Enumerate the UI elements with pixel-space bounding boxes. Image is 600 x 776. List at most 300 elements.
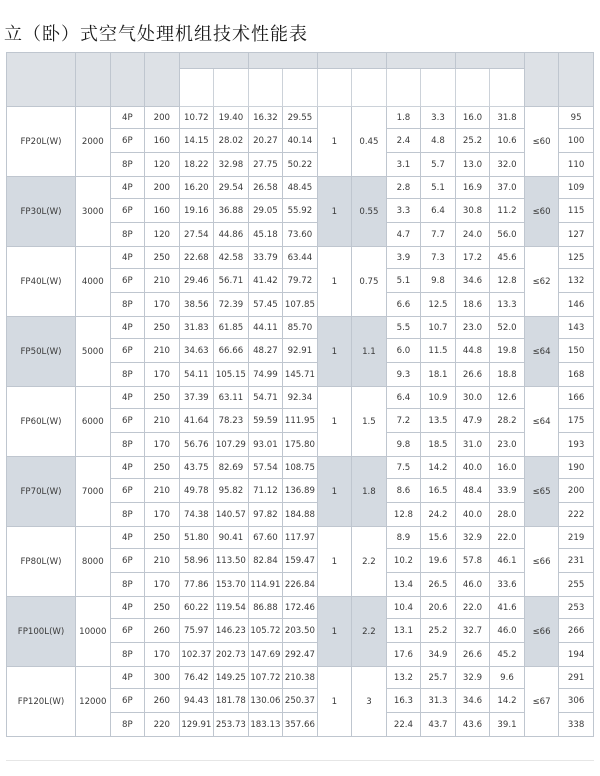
group-value-cell: 3 [352, 667, 387, 737]
page-title: 立（卧）式空气处理机组技术性能表 [4, 24, 308, 45]
value-cell: 36.88 [214, 199, 249, 223]
value-cell: 14.2 [421, 457, 456, 479]
value-cell: 54.11 [179, 363, 214, 387]
header-cell [490, 69, 525, 107]
value-cell: 292.47 [283, 643, 318, 667]
value-cell: 253 [559, 597, 594, 619]
value-cell: 71.12 [248, 479, 283, 503]
value-cell: 170 [145, 573, 180, 597]
value-cell: 82.84 [248, 549, 283, 573]
value-cell: 170 [145, 363, 180, 387]
value-cell: 105.72 [248, 619, 283, 643]
value-cell: 4.7 [386, 223, 421, 247]
value-cell: 210 [145, 269, 180, 293]
value-cell: 38.56 [179, 293, 214, 317]
value-cell: 6.0 [386, 339, 421, 363]
value-cell: 20.6 [421, 597, 456, 619]
value-cell: 31.8 [490, 107, 525, 129]
airflow-cell: 3000 [76, 177, 111, 247]
poles-cell: 8P [110, 573, 145, 597]
group-value-cell: 1 [317, 457, 352, 527]
value-cell: 130.06 [248, 689, 283, 713]
value-cell: 175.80 [283, 433, 318, 457]
value-cell: 146 [559, 293, 594, 317]
value-cell: 46.0 [455, 573, 490, 597]
value-cell: 27.75 [248, 153, 283, 177]
value-cell: 107.29 [214, 433, 249, 457]
value-cell: 25.7 [421, 667, 456, 689]
group-value-cell: 0.45 [352, 107, 387, 177]
poles-cell: 4P [110, 667, 145, 689]
value-cell: 16.9 [455, 177, 490, 199]
model-cell: FP20L(W) [7, 107, 76, 177]
header-cell [248, 69, 283, 107]
value-cell: 18.8 [490, 363, 525, 387]
value-cell: 94.43 [179, 689, 214, 713]
value-cell: 34.6 [455, 269, 490, 293]
value-cell: 57.45 [248, 293, 283, 317]
value-cell: 54.71 [248, 387, 283, 409]
value-cell: 111.95 [283, 409, 318, 433]
value-cell: 57.8 [455, 549, 490, 573]
value-cell: 40.0 [455, 457, 490, 479]
value-cell: 170 [145, 433, 180, 457]
value-cell: 183.13 [248, 713, 283, 737]
value-cell: 22.0 [455, 597, 490, 619]
value-cell: 19.6 [421, 549, 456, 573]
table-row [7, 177, 594, 199]
poles-cell: 4P [110, 457, 145, 479]
value-cell: 145.71 [283, 363, 318, 387]
value-cell: 357.66 [283, 713, 318, 737]
value-cell: 13.4 [386, 573, 421, 597]
poles-cell: 6P [110, 549, 145, 573]
value-cell: 113.50 [214, 549, 249, 573]
value-cell: 32.0 [490, 153, 525, 177]
header-cell [214, 69, 249, 107]
value-cell: 250 [145, 387, 180, 409]
value-cell: 34.6 [455, 689, 490, 713]
airflow-cell: 4000 [76, 247, 111, 317]
value-cell: 28.02 [214, 129, 249, 153]
value-cell: 51.80 [179, 527, 214, 549]
model-cell: FP30L(W) [7, 177, 76, 247]
value-cell: 97.82 [248, 503, 283, 527]
value-cell: 95.82 [214, 479, 249, 503]
value-cell: 26.6 [455, 643, 490, 667]
table-row [7, 597, 594, 619]
value-cell: 76.42 [179, 667, 214, 689]
value-cell: 170 [145, 293, 180, 317]
value-cell: 3.1 [386, 153, 421, 177]
value-cell: 56.76 [179, 433, 214, 457]
value-cell: 23.0 [490, 433, 525, 457]
value-cell: 41.64 [179, 409, 214, 433]
noise-cell: ≤62 [524, 247, 559, 317]
airflow-cell: 7000 [76, 457, 111, 527]
value-cell: 4.8 [421, 129, 456, 153]
value-cell: 26.58 [248, 177, 283, 199]
value-cell: 143 [559, 317, 594, 339]
value-cell: 30.0 [455, 387, 490, 409]
value-cell: 85.70 [283, 317, 318, 339]
header-cell [179, 53, 248, 69]
value-cell: 26.6 [455, 363, 490, 387]
value-cell: 250.37 [283, 689, 318, 713]
model-cell: FP40L(W) [7, 247, 76, 317]
value-cell: 231 [559, 549, 594, 573]
value-cell: 22.0 [490, 527, 525, 549]
value-cell: 220 [145, 713, 180, 737]
poles-cell: 8P [110, 153, 145, 177]
value-cell: 29.46 [179, 269, 214, 293]
poles-cell: 4P [110, 317, 145, 339]
poles-cell: 8P [110, 713, 145, 737]
noise-cell: ≤64 [524, 387, 559, 457]
value-cell: 93.01 [248, 433, 283, 457]
header-cell [317, 53, 386, 69]
value-cell: 9.3 [386, 363, 421, 387]
group-value-cell: 1 [317, 387, 352, 457]
value-cell: 18.5 [421, 433, 456, 457]
value-cell: 10.7 [421, 317, 456, 339]
value-cell: 66.66 [214, 339, 249, 363]
value-cell: 37.39 [179, 387, 214, 409]
poles-cell: 6P [110, 339, 145, 363]
poles-cell: 6P [110, 689, 145, 713]
value-cell: 45.18 [248, 223, 283, 247]
value-cell: 127 [559, 223, 594, 247]
table-row [7, 317, 594, 339]
value-cell: 184.88 [283, 503, 318, 527]
poles-cell: 6P [110, 479, 145, 503]
value-cell: 6.4 [386, 387, 421, 409]
value-cell: 108.75 [283, 457, 318, 479]
value-cell: 45.6 [490, 247, 525, 269]
value-cell: 7.3 [421, 247, 456, 269]
value-cell: 37.0 [490, 177, 525, 199]
value-cell: 2.8 [386, 177, 421, 199]
header-cell [76, 53, 111, 107]
value-cell: 5.7 [421, 153, 456, 177]
model-cell: FP100L(W) [7, 597, 76, 667]
divider [6, 760, 594, 761]
value-cell: 117.97 [283, 527, 318, 549]
value-cell: 20.27 [248, 129, 283, 153]
value-cell: 56.71 [214, 269, 249, 293]
value-cell: 107.85 [283, 293, 318, 317]
header-cell [7, 53, 76, 107]
group-value-cell: 1 [317, 247, 352, 317]
model-cell: FP120L(W) [7, 667, 76, 737]
value-cell: 22.4 [386, 713, 421, 737]
table-row [7, 667, 594, 689]
value-cell: 49.78 [179, 479, 214, 503]
value-cell: 57.54 [248, 457, 283, 479]
value-cell: 19.8 [490, 339, 525, 363]
value-cell: 226.84 [283, 573, 318, 597]
header-cell [145, 53, 180, 107]
value-cell: 67.60 [248, 527, 283, 549]
value-cell: 23.0 [455, 317, 490, 339]
value-cell: 7.5 [386, 457, 421, 479]
poles-cell: 4P [110, 107, 145, 129]
value-cell: 13.5 [421, 409, 456, 433]
airflow-cell: 5000 [76, 317, 111, 387]
value-cell: 29.54 [214, 177, 249, 199]
value-cell: 47.9 [455, 409, 490, 433]
value-cell: 266 [559, 619, 594, 643]
noise-cell: ≤60 [524, 177, 559, 247]
value-cell: 203.50 [283, 619, 318, 643]
value-cell: 63.44 [283, 247, 318, 269]
poles-cell: 4P [110, 387, 145, 409]
value-cell: 149.25 [214, 667, 249, 689]
value-cell: 73.60 [283, 223, 318, 247]
value-cell: 3.9 [386, 247, 421, 269]
group-value-cell: 2.2 [352, 527, 387, 597]
table-row [7, 107, 594, 129]
value-cell: 200 [145, 177, 180, 199]
poles-cell: 6P [110, 129, 145, 153]
header-cell [179, 69, 214, 107]
poles-cell: 6P [110, 199, 145, 223]
poles-cell: 6P [110, 269, 145, 293]
value-cell: 250 [145, 527, 180, 549]
value-cell: 10.9 [421, 387, 456, 409]
poles-cell: 8P [110, 433, 145, 457]
value-cell: 13.1 [386, 619, 421, 643]
airflow-cell: 2000 [76, 107, 111, 177]
value-cell: 24.0 [455, 223, 490, 247]
value-cell: 11.5 [421, 339, 456, 363]
value-cell: 41.42 [248, 269, 283, 293]
poles-cell: 4P [110, 597, 145, 619]
value-cell: 33.9 [490, 479, 525, 503]
value-cell: 44.8 [455, 339, 490, 363]
value-cell: 260 [145, 619, 180, 643]
value-cell: 48.4 [455, 479, 490, 503]
value-cell: 8.6 [386, 479, 421, 503]
value-cell: 28.2 [490, 409, 525, 433]
poles-cell: 8P [110, 293, 145, 317]
value-cell: 22.68 [179, 247, 214, 269]
value-cell: 17.6 [386, 643, 421, 667]
value-cell: 13.2 [386, 667, 421, 689]
value-cell: 43.75 [179, 457, 214, 479]
value-cell: 125 [559, 247, 594, 269]
value-cell: 72.39 [214, 293, 249, 317]
value-cell: 3.3 [386, 199, 421, 223]
value-cell: 33.6 [490, 573, 525, 597]
value-cell: 90.41 [214, 527, 249, 549]
value-cell: 5.1 [386, 269, 421, 293]
value-cell: 119.54 [214, 597, 249, 619]
header-cell [386, 53, 455, 69]
value-cell: 10.72 [179, 107, 214, 129]
table-row [7, 387, 594, 409]
header-cell [421, 69, 456, 107]
airflow-cell: 12000 [76, 667, 111, 737]
noise-cell: ≤60 [524, 107, 559, 177]
value-cell: 41.6 [490, 597, 525, 619]
value-cell: 86.88 [248, 597, 283, 619]
value-cell: 10.4 [386, 597, 421, 619]
value-cell: 19.16 [179, 199, 214, 223]
value-cell: 5.5 [386, 317, 421, 339]
value-cell: 31.83 [179, 317, 214, 339]
poles-cell: 8P [110, 643, 145, 667]
value-cell: 210 [145, 339, 180, 363]
model-cell: FP50L(W) [7, 317, 76, 387]
value-cell: 7.7 [421, 223, 456, 247]
group-value-cell: 1 [317, 317, 352, 387]
noise-cell: ≤66 [524, 527, 559, 597]
value-cell: 210 [145, 479, 180, 503]
value-cell: 250 [145, 597, 180, 619]
table-row [7, 527, 594, 549]
value-cell: 79.72 [283, 269, 318, 293]
header-cell [455, 69, 490, 107]
group-value-cell: 1 [317, 177, 352, 247]
value-cell: 1.8 [386, 107, 421, 129]
value-cell: 74.99 [248, 363, 283, 387]
value-cell: 291 [559, 667, 594, 689]
value-cell: 300 [145, 667, 180, 689]
poles-cell: 4P [110, 247, 145, 269]
poles-cell: 4P [110, 177, 145, 199]
value-cell: 250 [145, 317, 180, 339]
value-cell: 100 [559, 129, 594, 153]
value-cell: 12.8 [386, 503, 421, 527]
value-cell: 33.79 [248, 247, 283, 269]
value-cell: 170 [145, 643, 180, 667]
group-value-cell: 0.75 [352, 247, 387, 317]
value-cell: 44.86 [214, 223, 249, 247]
value-cell: 29.55 [283, 107, 318, 129]
group-value-cell: 0.55 [352, 177, 387, 247]
value-cell: 16.3 [386, 689, 421, 713]
value-cell: 43.6 [455, 713, 490, 737]
value-cell: 16.0 [490, 457, 525, 479]
value-cell: 14.15 [179, 129, 214, 153]
value-cell: 107.72 [248, 667, 283, 689]
value-cell: 181.78 [214, 689, 249, 713]
airflow-cell: 8000 [76, 527, 111, 597]
value-cell: 15.6 [421, 527, 456, 549]
value-cell: 42.58 [214, 247, 249, 269]
value-cell: 25.2 [455, 129, 490, 153]
table-row [7, 457, 594, 479]
value-cell: 102.37 [179, 643, 214, 667]
value-cell: 159.47 [283, 549, 318, 573]
value-cell: 26.5 [421, 573, 456, 597]
header-cell [283, 69, 318, 107]
value-cell: 48.45 [283, 177, 318, 199]
noise-cell: ≤64 [524, 317, 559, 387]
value-cell: 46.1 [490, 549, 525, 573]
value-cell: 44.11 [248, 317, 283, 339]
value-cell: 18.6 [455, 293, 490, 317]
value-cell: 50.22 [283, 153, 318, 177]
value-cell: 13.0 [455, 153, 490, 177]
value-cell: 16.0 [455, 107, 490, 129]
value-cell: 48.27 [248, 339, 283, 363]
header-cell [352, 69, 387, 107]
value-cell: 129.91 [179, 713, 214, 737]
value-cell: 92.91 [283, 339, 318, 363]
value-cell: 250 [145, 457, 180, 479]
noise-cell: ≤65 [524, 457, 559, 527]
value-cell: 115 [559, 199, 594, 223]
value-cell: 46.0 [490, 619, 525, 643]
value-cell: 194 [559, 643, 594, 667]
value-cell: 200 [145, 107, 180, 129]
group-value-cell: 1 [317, 107, 352, 177]
value-cell: 60.22 [179, 597, 214, 619]
noise-cell: ≤66 [524, 597, 559, 667]
model-cell: FP80L(W) [7, 527, 76, 597]
header-cell [248, 53, 317, 69]
model-cell: FP70L(W) [7, 457, 76, 527]
value-cell: 114.91 [248, 573, 283, 597]
value-cell: 75.97 [179, 619, 214, 643]
value-cell: 16.32 [248, 107, 283, 129]
value-cell: 9.8 [386, 433, 421, 457]
value-cell: 29.05 [248, 199, 283, 223]
value-cell: 16.5 [421, 479, 456, 503]
value-cell: 140.57 [214, 503, 249, 527]
value-cell: 10.2 [386, 549, 421, 573]
header-cell [386, 69, 421, 107]
header-cell [110, 53, 145, 107]
value-cell: 30.8 [455, 199, 490, 223]
value-cell: 11.2 [490, 199, 525, 223]
value-cell: 56.0 [490, 223, 525, 247]
value-cell: 6.4 [421, 199, 456, 223]
value-cell: 52.0 [490, 317, 525, 339]
value-cell: 193 [559, 433, 594, 457]
group-value-cell: 1 [317, 667, 352, 737]
poles-cell: 6P [110, 409, 145, 433]
value-cell: 32.9 [455, 527, 490, 549]
value-cell: 255 [559, 573, 594, 597]
value-cell: 61.85 [214, 317, 249, 339]
value-cell: 27.54 [179, 223, 214, 247]
value-cell: 19.40 [214, 107, 249, 129]
value-cell: 250 [145, 247, 180, 269]
value-cell: 95 [559, 107, 594, 129]
value-cell: 105.15 [214, 363, 249, 387]
value-cell: 150 [559, 339, 594, 363]
value-cell: 77.86 [179, 573, 214, 597]
poles-cell: 8P [110, 503, 145, 527]
group-value-cell: 1 [317, 527, 352, 597]
value-cell: 31.3 [421, 689, 456, 713]
value-cell: 34.63 [179, 339, 214, 363]
noise-cell: ≤67 [524, 667, 559, 737]
value-cell: 210 [145, 549, 180, 573]
value-cell: 168 [559, 363, 594, 387]
value-cell: 82.69 [214, 457, 249, 479]
value-cell: 14.2 [490, 689, 525, 713]
value-cell: 110 [559, 153, 594, 177]
header-cell [559, 53, 594, 107]
value-cell: 338 [559, 713, 594, 737]
poles-cell: 6P [110, 619, 145, 643]
value-cell: 92.34 [283, 387, 318, 409]
value-cell: 219 [559, 527, 594, 549]
